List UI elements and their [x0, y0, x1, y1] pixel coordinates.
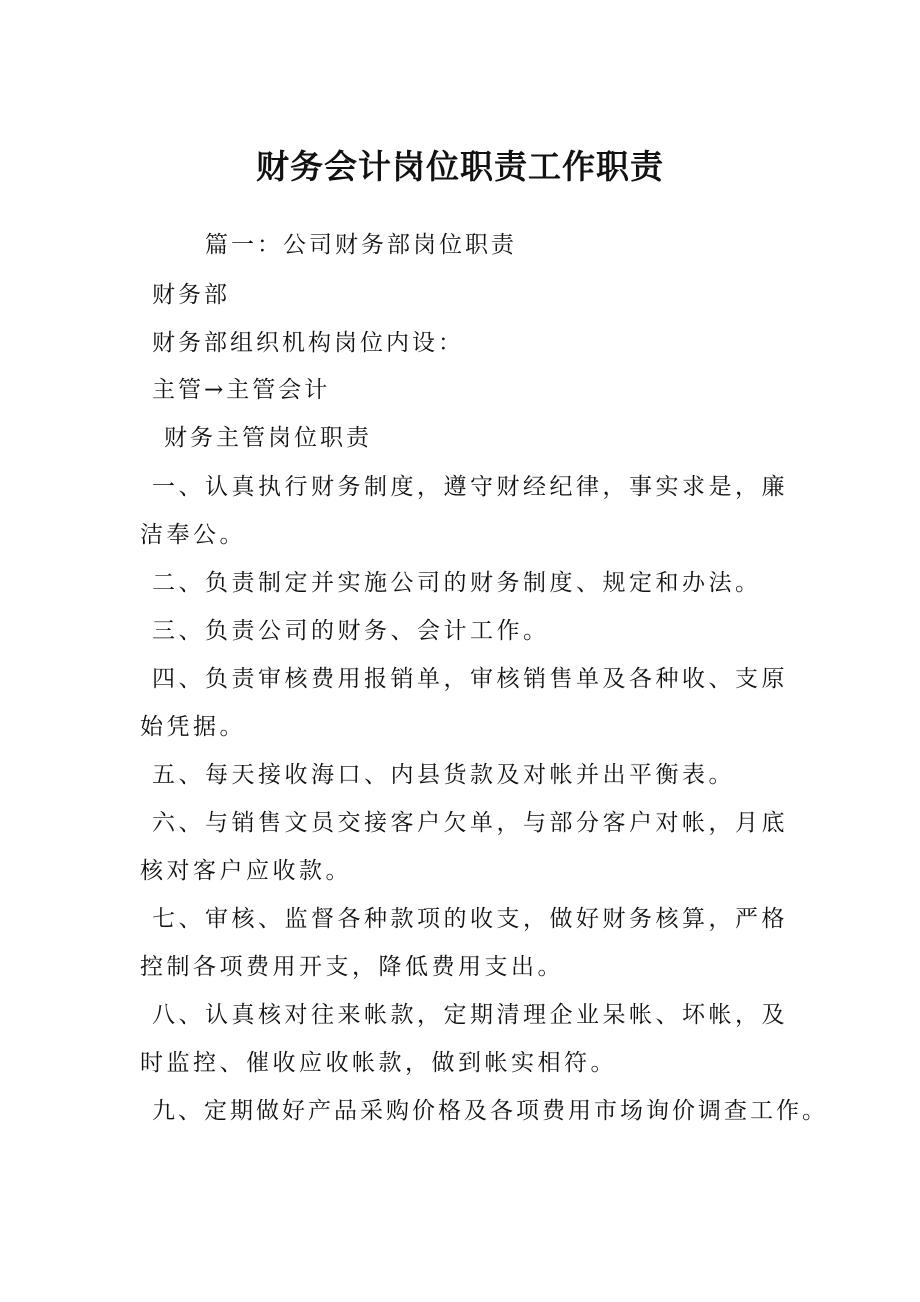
department-label: 财务部: [152, 282, 230, 308]
duty-item-1: 一、认真执行财务制度，遵守财经纪律，事实求是，廉洁奉公。: [140, 474, 788, 548]
duty-item-9: 九、定期做好产品采购价格及各项费用市场询价调查工作。: [152, 1098, 828, 1124]
duty-item-2: 二、负责制定并实施公司的财务制度、规定和办法。: [152, 570, 762, 596]
chapter-heading: 篇一：公司财务部岗位职责: [205, 232, 517, 258]
duty-item-6: 六、与销售文员交接客户欠单，与部分客户对帐，月底核对客户应收款。: [140, 810, 788, 884]
duty-item-8: 八、认真核对往来帐款，定期清理企业呆帐、坏帐，及时监控、催收应收帐款，做到帐实相符。: [140, 1002, 788, 1076]
structure-chain: 主管→主管会计: [152, 377, 331, 403]
structure-label: 财务部组织机构岗位内设：: [152, 330, 464, 356]
document-title: 财务会计岗位职责工作职责: [256, 147, 664, 186]
duty-item-7: 七、审核、监督各种款项的收支，做好财务核算，严格控制各项费用开支，降低费用支出。: [140, 906, 788, 980]
duty-item-3: 三、负责公司的财务、会计工作。: [152, 618, 550, 644]
duty-item-5: 五、每天接收海口、内县货款及对帐并出平衡表。: [152, 762, 735, 788]
duty-item-4: 四、负责审核费用报销单，审核销售单及各种收、支原始凭据。: [140, 666, 788, 740]
section-heading: 财务主管岗位职责: [164, 425, 372, 451]
